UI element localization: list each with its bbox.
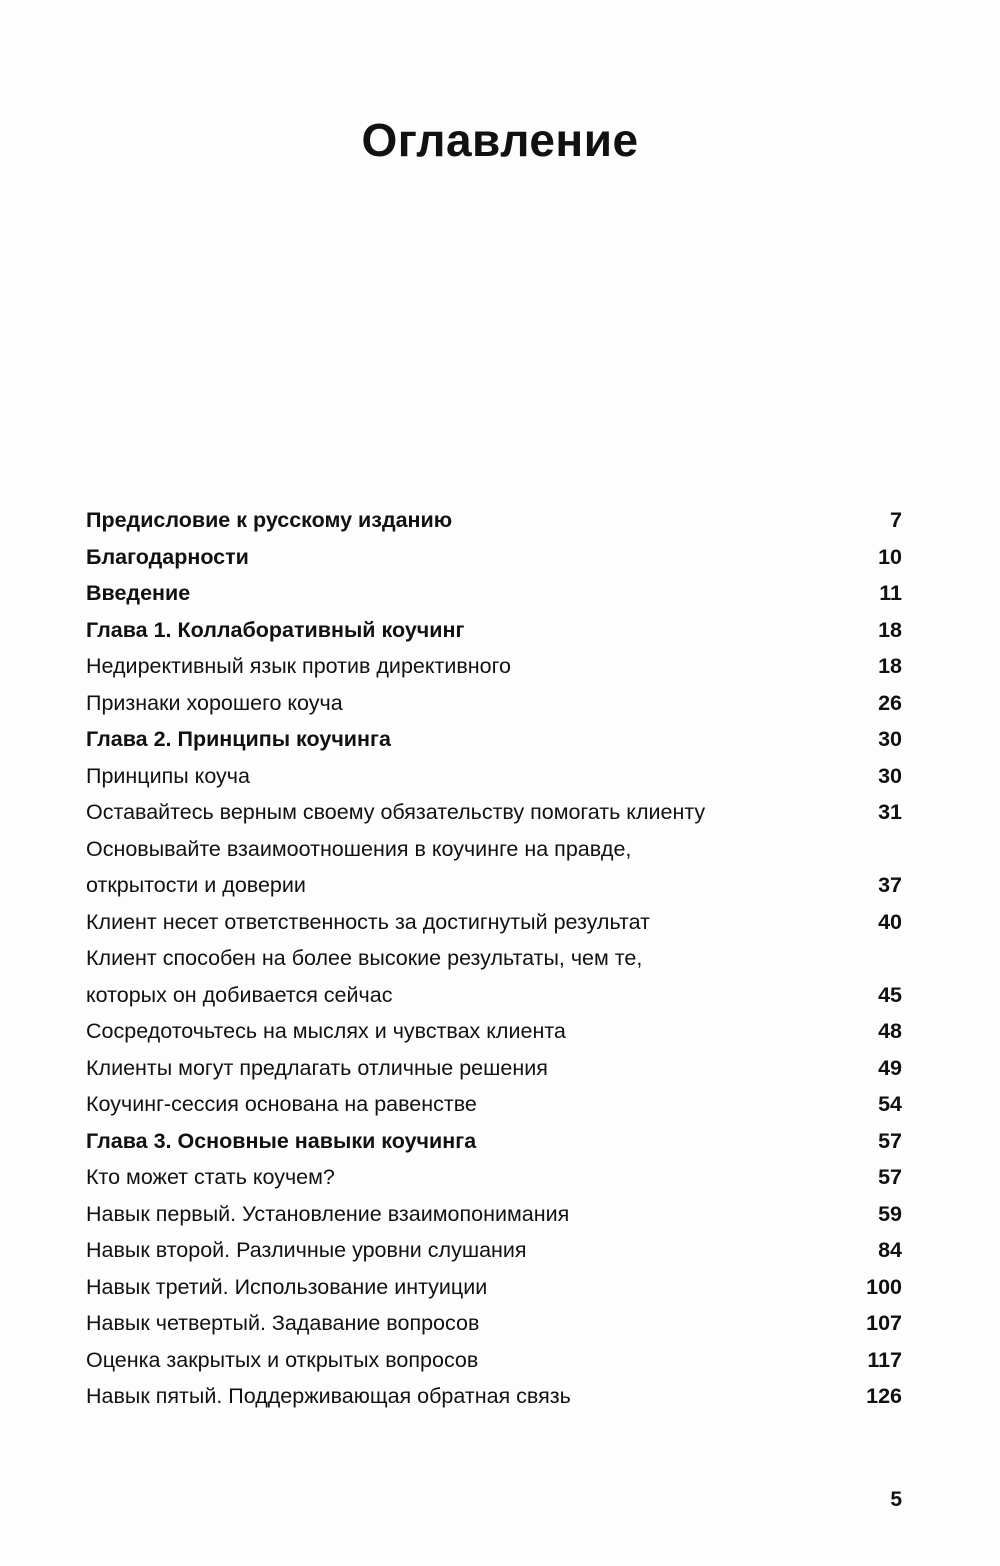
toc-entry-label: Кто может стать коучем? (86, 1165, 335, 1189)
toc-entry-page: 11 (879, 581, 902, 605)
toc-section-entry (86, 831, 902, 904)
toc-entry-label-continued: открытости и доверии (86, 873, 306, 897)
toc-section-entry (86, 1378, 902, 1415)
toc-entry-page: 57 (878, 1128, 902, 1153)
toc-entry-page: 26 (878, 690, 902, 715)
toc-entry-label-continued: которых он добивается сейчас (86, 982, 393, 1007)
toc-chapter-entry (86, 539, 902, 576)
toc-section-entry (86, 758, 902, 795)
toc-entry-page: 100 (866, 1274, 902, 1299)
toc-chapter-entry (86, 502, 902, 539)
toc-section-entry (86, 1086, 902, 1123)
toc-entry-page: 30 (878, 763, 902, 788)
toc-entry-label: Благодарности (86, 544, 249, 569)
toc-section-entry (86, 1196, 902, 1233)
toc-chapter-entry (86, 721, 902, 758)
table-of-contents (86, 502, 902, 1415)
toc-entry-page: 57 (878, 1165, 902, 1189)
toc-entry-label: Навык первый. Установление взаимопонимания (86, 1201, 570, 1226)
toc-chapter-entry (86, 612, 902, 649)
toc-entry-page: 40 (878, 909, 902, 934)
toc-entry-page: 54 (878, 1092, 902, 1116)
toc-entry-page: 30 (878, 727, 902, 751)
toc-entry-label: Клиенты могут предлагать отличные решения (86, 1055, 548, 1080)
toc-entry-label: Введение (86, 581, 191, 605)
toc-section-entry (86, 648, 902, 685)
toc-entry-page: 31 (878, 800, 902, 824)
toc-section-entry (86, 1342, 902, 1379)
toc-entry-label: Глава 3. Основные навыки коучинга (86, 1128, 477, 1153)
toc-entry-label: Навык третий. Использование интуиции (86, 1274, 488, 1299)
toc-section-entry (86, 1159, 902, 1196)
toc-entry-label: Глава 1. Коллаборативный коучинг (86, 617, 465, 642)
toc-entry-page: 37 (878, 873, 902, 897)
toc-chapter-entry (86, 575, 902, 612)
toc-section-entry (86, 1050, 902, 1087)
toc-entry-label: Сосредоточьтесь на мыслях и чувствах клиента (86, 1019, 566, 1043)
toc-entry-page: 49 (878, 1055, 902, 1080)
toc-entry-page: 18 (878, 654, 902, 678)
toc-section-entry (86, 1232, 902, 1269)
toc-entry-page: 45 (878, 982, 902, 1007)
toc-entry-page: 7 (890, 508, 902, 532)
toc-entry-label: Принципы коуча (86, 763, 250, 788)
toc-entry-label: Коучинг-сессия основана на равенстве (86, 1092, 477, 1116)
toc-entry-label: Клиент способен на более высокие результаты, чем те, (86, 946, 643, 970)
toc-entry-label: Оставайтесь верным своему обязательству помогать клиенту (86, 800, 706, 824)
toc-entry-page: 117 (867, 1347, 902, 1372)
toc-entry-page: 59 (878, 1201, 902, 1226)
toc-entry-label: Признаки хорошего коуча (86, 690, 343, 715)
toc-section-entry (86, 904, 902, 941)
toc-section-entry (86, 794, 902, 831)
toc-entry-page: 84 (878, 1238, 902, 1262)
toc-entry-label: Основывайте взаимоотношения в коучинге на правде, (86, 836, 632, 861)
toc-entry-label: Предисловие к русскому изданию (86, 508, 453, 532)
toc-entry-page: 18 (878, 617, 902, 642)
toc-entry-label: Навык четвертый. Задавание вопросов (86, 1311, 480, 1335)
toc-entry-label: Оценка закрытых и открытых вопросов (86, 1347, 479, 1372)
page-number: 5 (890, 1488, 902, 1511)
toc-section-entry (86, 1269, 902, 1306)
toc-entry-label: Недирективный язык против директивного (86, 654, 511, 678)
page-title: Оглавление (361, 113, 639, 166)
toc-entry-label: Навык пятый. Поддерживающая обратная связь (86, 1384, 571, 1408)
toc-entry-page: 48 (878, 1019, 902, 1043)
toc-entry-page: 107 (866, 1311, 902, 1335)
toc-section-entry (86, 1305, 902, 1342)
toc-section-entry (86, 685, 902, 722)
toc-entry-page: 10 (878, 544, 902, 569)
toc-entry-label: Глава 2. Принципы коучинга (86, 727, 391, 751)
toc-entry-page: 126 (866, 1384, 902, 1408)
toc-section-entry (86, 1013, 902, 1050)
toc-chapter-entry (86, 1123, 902, 1160)
toc-section-entry (86, 940, 902, 1013)
toc-entry-label: Навык второй. Различные уровни слушания (86, 1238, 527, 1262)
toc-entry-label: Клиент несет ответственность за достигнутый результат (86, 909, 650, 934)
